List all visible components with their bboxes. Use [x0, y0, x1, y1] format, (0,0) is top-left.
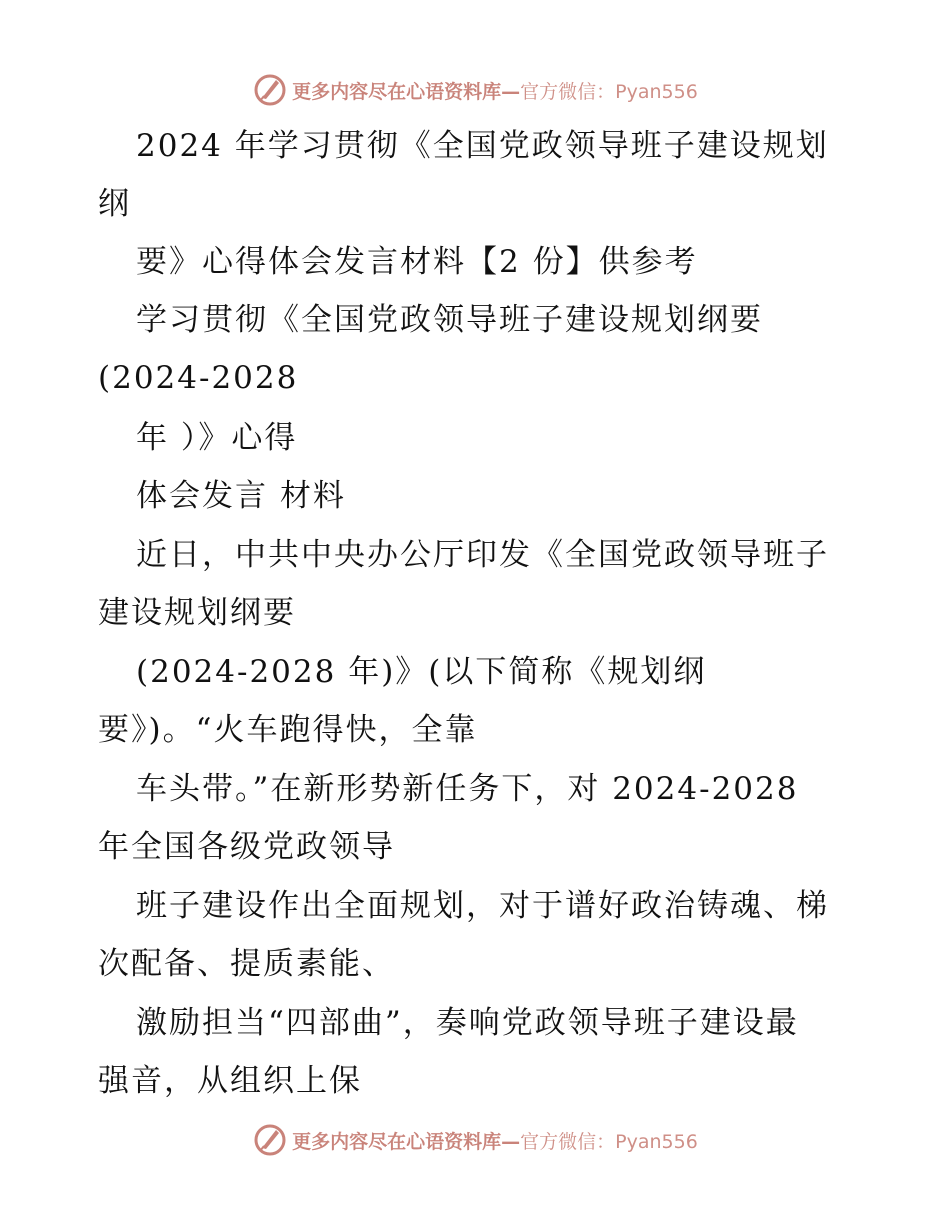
text-line: 要》)。“火车跑得快，全靠 — [98, 712, 478, 748]
text-line: 体会发言 材料 — [136, 478, 346, 514]
text-line: 年 ）》心得 — [136, 420, 298, 456]
text-line: 强音，从组织上保 — [98, 1063, 362, 1099]
text-line: (2024-2028 — [98, 360, 299, 396]
text-line: 班子建设作出全面规划，对于谱好政治铸魂、梯 — [136, 888, 829, 924]
text-line: 建设规划纲要 — [98, 595, 296, 631]
text-line: 纲 — [98, 186, 131, 222]
banner-library-text: 更多内容尽在心语资料库— — [292, 1130, 521, 1153]
text-line: 要》心得体会发言材料【2 份】供参考 — [136, 244, 698, 280]
feather-pen-circle-icon — [252, 1122, 288, 1158]
text-line: 次配备、提质素能、 — [98, 946, 395, 982]
text-line: 近日，中共中央办公厅印发《全国党政领导班子 — [136, 537, 829, 573]
text-line: (2024-2028 年)》(以下简称《规划纲 — [136, 654, 707, 690]
banner-wechat-text: 官方微信：Pyan556 — [520, 80, 698, 103]
text-line: 年全国各级党政领导 — [98, 829, 395, 865]
banner-wechat-text: 官方微信：Pyan556 — [520, 1130, 698, 1153]
text-line: 学习贯彻《全国党政领导班子建设规划纲要 — [136, 302, 763, 338]
footer-banner — [0, 1118, 950, 1162]
banner-text — [292, 1127, 698, 1154]
banner-library-text: 更多内容尽在心语资料库— — [292, 80, 521, 103]
text-line: 激励担当“四部曲”，奏响党政领导班子建设最 — [136, 1005, 799, 1041]
text-line: 2024 年学习贯彻《全国党政领导班子建设规划 — [136, 128, 829, 164]
text-line: 车头带。”在新形势新任务下，对 2024-2028 — [136, 771, 799, 807]
